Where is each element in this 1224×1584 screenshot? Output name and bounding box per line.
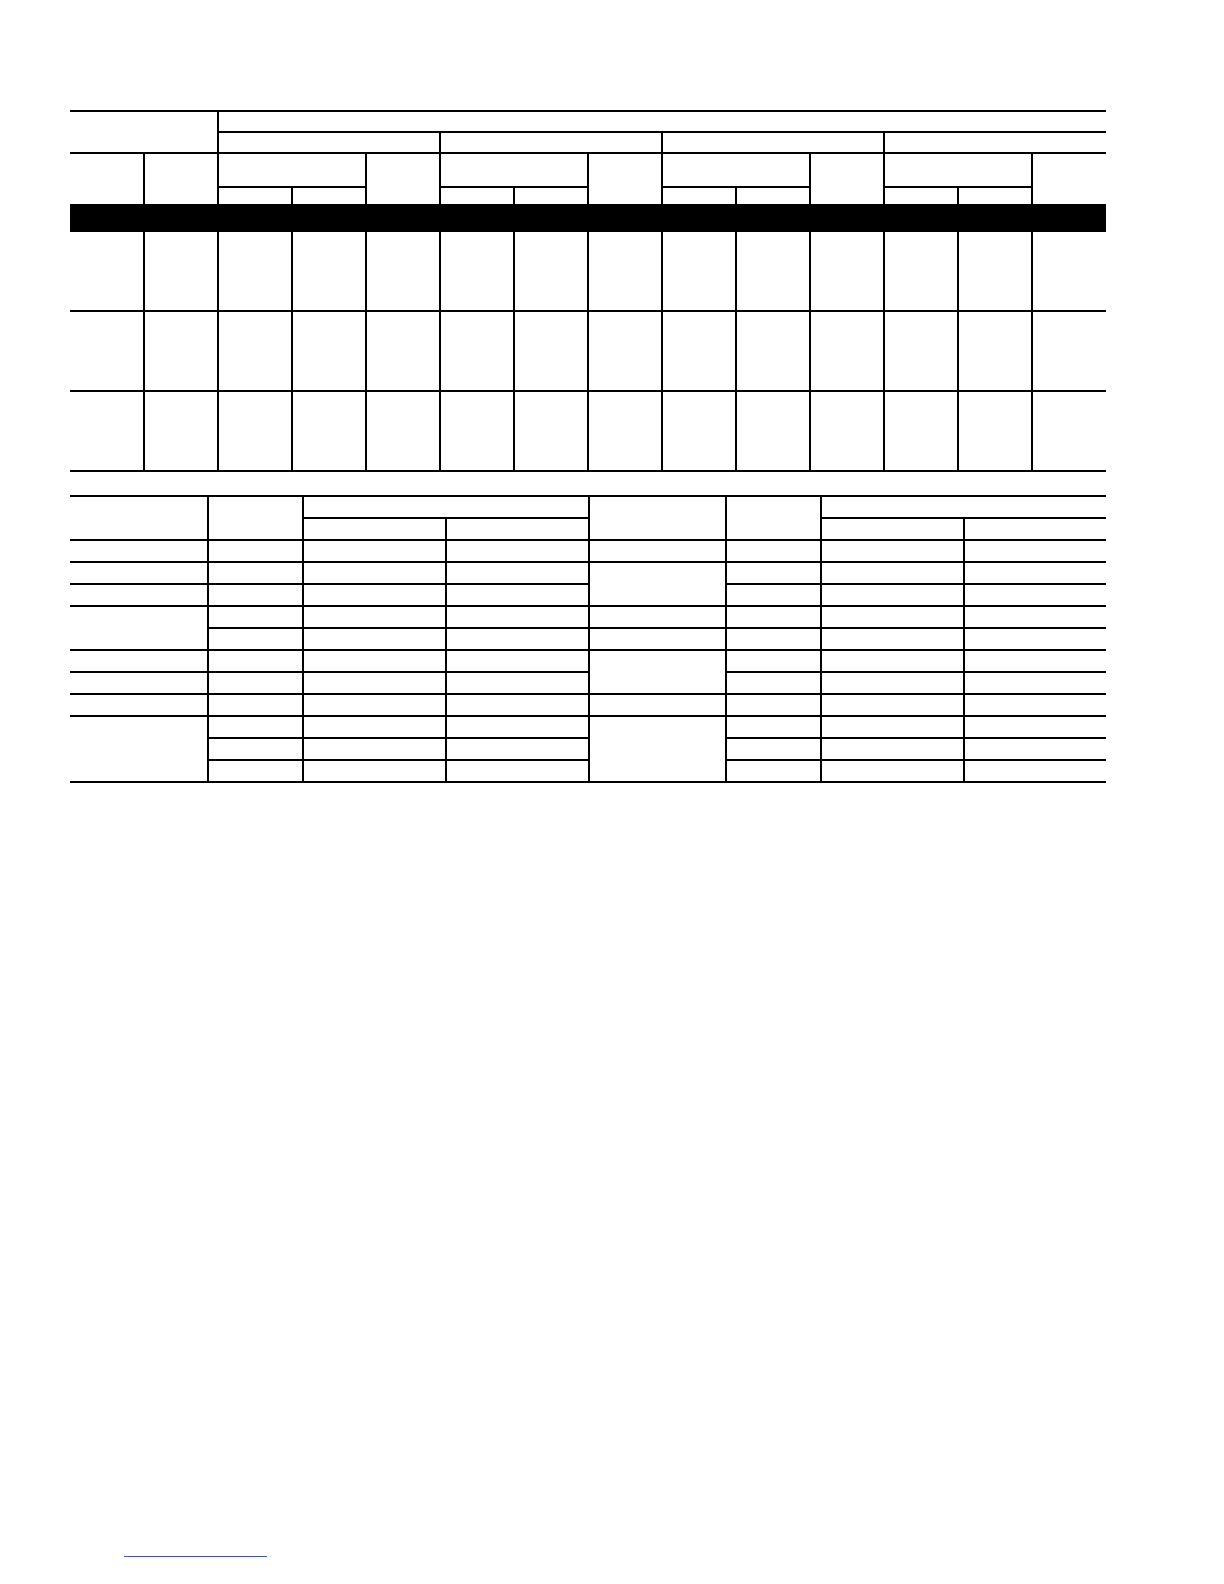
table-cell: [726, 628, 821, 650]
header-cell: [589, 496, 726, 540]
table-1-body: [70, 231, 1106, 471]
table-cell: [589, 606, 726, 628]
table-cell: [884, 311, 958, 391]
table-row: [70, 716, 1106, 738]
header-cell: [208, 496, 303, 540]
header-cell: [446, 518, 589, 540]
table-cell: [588, 231, 662, 311]
table-cell: [964, 584, 1106, 606]
table-cell: [958, 311, 1032, 391]
table-cell: [303, 738, 446, 760]
table-1: [70, 110, 1106, 472]
table-cell: [736, 391, 810, 471]
table-cell: [726, 562, 821, 584]
table-cell: [964, 716, 1106, 738]
header-cell: [514, 187, 588, 205]
table-cell: [208, 584, 303, 606]
table-cell: [964, 672, 1106, 694]
table-cell: [440, 231, 514, 311]
table-cell: [303, 562, 446, 584]
table-cell: [958, 391, 1032, 471]
header-cell: [218, 153, 366, 187]
table-cell: [446, 606, 589, 628]
table-cell: [446, 716, 589, 738]
table-cell: [588, 311, 662, 391]
header-cell: [440, 153, 588, 187]
table-cell: [208, 760, 303, 782]
header-cell: [366, 153, 440, 205]
table-cell: [964, 562, 1106, 584]
table-cell: [736, 231, 810, 311]
table-cell: [589, 694, 726, 716]
table-row: [70, 694, 1106, 716]
table-1-header: [70, 111, 1106, 231]
table-2-header: [70, 496, 1106, 540]
table-cell: [964, 738, 1106, 760]
table-cell: [821, 716, 964, 738]
header-cell: [70, 153, 144, 205]
table-cell: [144, 391, 218, 471]
table-cell: [726, 606, 821, 628]
table-cell: [726, 672, 821, 694]
table-cell: [70, 231, 144, 311]
table-cell: [218, 391, 292, 471]
table-cell: [821, 606, 964, 628]
table-cell: [303, 628, 446, 650]
table-cell: [726, 650, 821, 672]
header-cell: [736, 187, 810, 205]
header-cell: [70, 111, 218, 153]
table-2-body: [70, 540, 1106, 782]
table-row: [70, 540, 1106, 562]
table-cell: [514, 391, 588, 471]
table-cell: [446, 760, 589, 782]
header-cell: [218, 111, 1106, 132]
table-row: [70, 672, 1106, 694]
table-row: [70, 650, 1106, 672]
table-cell: [810, 231, 884, 311]
header-cell: [821, 496, 1106, 518]
table-cell: [726, 716, 821, 738]
table-cell: [70, 540, 208, 562]
table-cell: [208, 540, 303, 562]
table-cell: [292, 231, 366, 311]
header-cell: [884, 187, 958, 205]
table-cell: [208, 672, 303, 694]
table-cell: [964, 628, 1106, 650]
table-cell: [366, 311, 440, 391]
table-cell: [964, 694, 1106, 716]
table-cell: [440, 391, 514, 471]
table-cell: [821, 562, 964, 584]
table-cell: [821, 628, 964, 650]
table-cell: [292, 391, 366, 471]
header-cell: [884, 132, 1106, 153]
table-cell: [70, 606, 208, 650]
table-cell: [70, 716, 208, 782]
header-cell: [303, 518, 446, 540]
table-row: [70, 628, 1106, 650]
table-cell: [514, 311, 588, 391]
table-cell: [964, 760, 1106, 782]
table-cell: [964, 540, 1106, 562]
table-cell: [144, 311, 218, 391]
table-cell: [726, 694, 821, 716]
table-row: [70, 231, 1106, 311]
table-cell: [662, 311, 736, 391]
table-cell: [589, 628, 726, 650]
table-cell: [662, 231, 736, 311]
table-row: [70, 606, 1106, 628]
table-row: [70, 760, 1106, 782]
header-cell: [440, 132, 662, 153]
header-cell: [726, 496, 821, 540]
table-cell: [726, 760, 821, 782]
header-cell: [144, 153, 218, 205]
header-cell: [662, 153, 810, 187]
table-cell: [218, 231, 292, 311]
table-cell: [821, 672, 964, 694]
table-cell: [208, 650, 303, 672]
header-cell: [884, 153, 1032, 187]
table-cell: [303, 584, 446, 606]
table-cell: [446, 628, 589, 650]
table-cell: [662, 391, 736, 471]
header-cell: [662, 187, 736, 205]
table-cell: [588, 391, 662, 471]
table-cell: [884, 391, 958, 471]
table-cell: [144, 231, 218, 311]
table-cell: [446, 738, 589, 760]
header-cell: [662, 132, 884, 153]
table-cell: [589, 562, 726, 606]
table-cell: [726, 584, 821, 606]
table-row: [70, 738, 1106, 760]
table-cell: [218, 311, 292, 391]
table-row: [70, 391, 1106, 471]
header-cell: [964, 518, 1106, 540]
table-cell: [208, 606, 303, 628]
table-cell: [964, 650, 1106, 672]
table-cell: [736, 311, 810, 391]
table-cell: [303, 606, 446, 628]
table-cell: [884, 231, 958, 311]
table-cell: [366, 231, 440, 311]
table-cell: [446, 540, 589, 562]
table-cell: [446, 584, 589, 606]
header-cell: [1032, 153, 1106, 205]
table-cell: [70, 311, 144, 391]
table-cell: [208, 694, 303, 716]
header-cell: [218, 132, 440, 153]
table-cell: [366, 391, 440, 471]
table-cell: [70, 584, 208, 606]
table-cell: [208, 738, 303, 760]
table-cell: [70, 650, 208, 672]
table-cell: [70, 391, 144, 471]
section-band: [70, 205, 1106, 231]
header-cell: [70, 496, 208, 540]
table-cell: [589, 540, 726, 562]
header-cell: [440, 187, 514, 205]
table-cell: [303, 760, 446, 782]
footer-link-underline: [124, 1556, 267, 1557]
table-cell: [303, 694, 446, 716]
table-cell: [589, 716, 726, 782]
table-cell: [589, 650, 726, 694]
table-cell: [303, 716, 446, 738]
table-cell: [70, 694, 208, 716]
table-cell: [821, 650, 964, 672]
header-cell: [810, 153, 884, 205]
table-cell: [726, 738, 821, 760]
table-cell: [70, 672, 208, 694]
table-cell: [821, 694, 964, 716]
table-cell: [726, 540, 821, 562]
table-row: [70, 562, 1106, 584]
table-cell: [208, 716, 303, 738]
table-cell: [292, 311, 366, 391]
header-cell: [292, 187, 366, 205]
table-row: [70, 584, 1106, 606]
table-cell: [446, 694, 589, 716]
table-cell: [303, 540, 446, 562]
table-cell: [208, 628, 303, 650]
table-cell: [446, 562, 589, 584]
table-cell: [303, 672, 446, 694]
header-cell: [821, 518, 964, 540]
header-cell: [303, 496, 589, 518]
table-cell: [303, 650, 446, 672]
table-cell: [810, 391, 884, 471]
table-cell: [1032, 391, 1106, 471]
table-cell: [810, 311, 884, 391]
table-cell: [1032, 311, 1106, 391]
table-cell: [958, 231, 1032, 311]
header-cell: [588, 153, 662, 205]
table-cell: [446, 650, 589, 672]
table-cell: [821, 760, 964, 782]
table-cell: [70, 562, 208, 584]
table-cell: [514, 231, 588, 311]
table-cell: [821, 540, 964, 562]
table-2: [70, 495, 1106, 783]
table-cell: [1032, 231, 1106, 311]
table-cell: [440, 311, 514, 391]
header-cell: [218, 187, 292, 205]
table-row: [70, 311, 1106, 391]
table-cell: [821, 738, 964, 760]
header-cell: [958, 187, 1032, 205]
table-cell: [821, 584, 964, 606]
table-cell: [208, 562, 303, 584]
table-cell: [964, 606, 1106, 628]
table-cell: [446, 672, 589, 694]
